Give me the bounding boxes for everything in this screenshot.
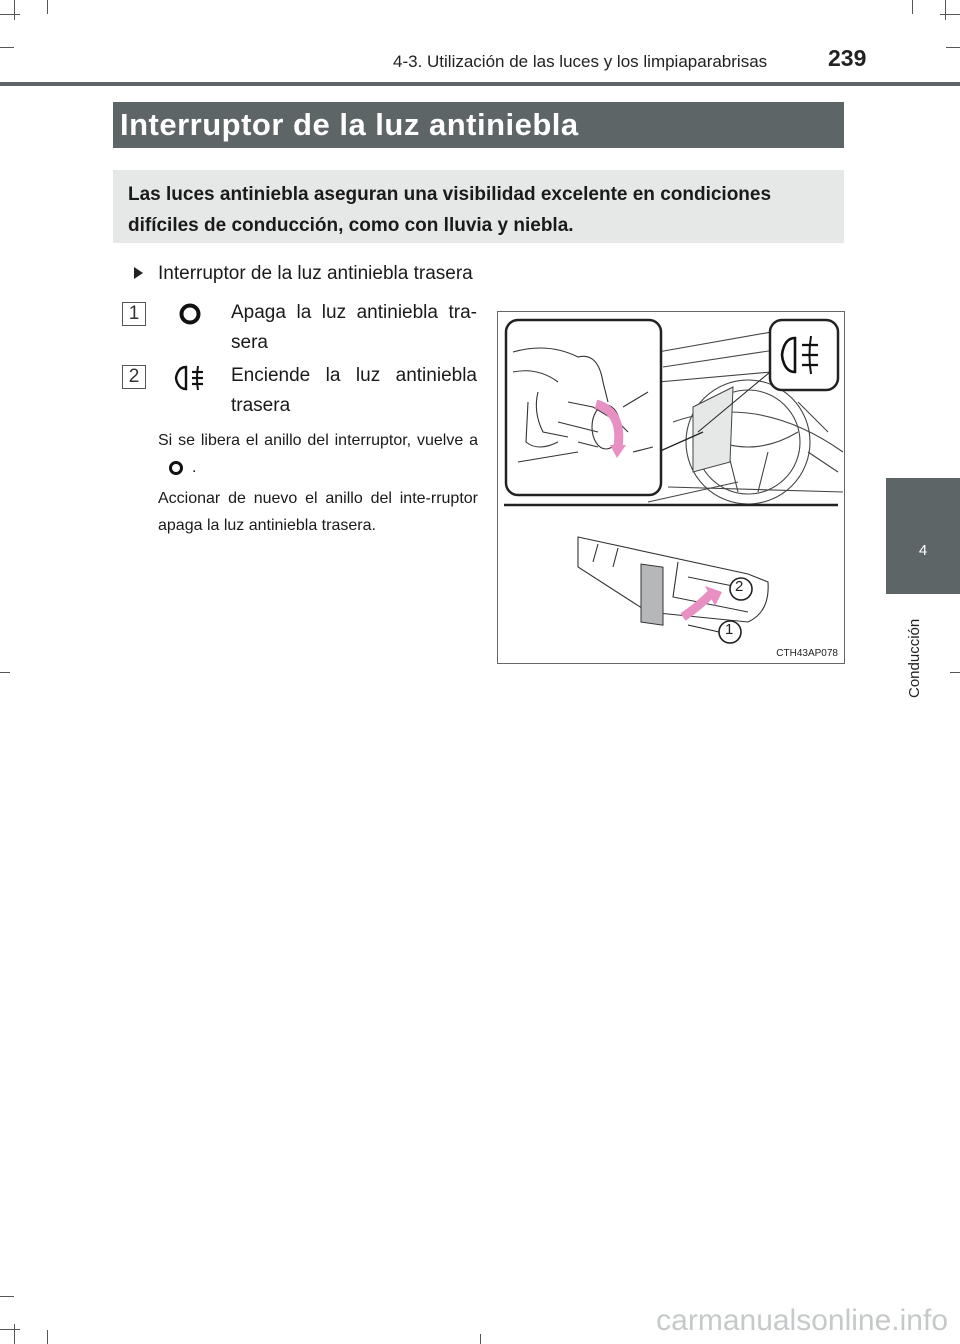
item-number-1: 1: [122, 302, 146, 326]
subsection-heading: [136, 263, 473, 285]
crop-mark: [0, 47, 14, 48]
header-rule: [0, 82, 960, 86]
item-1-text: Apaga la luz antiniebla tra-sera: [231, 302, 477, 353]
chapter-tab[interactable]: [886, 478, 960, 594]
fog-off-icon: [166, 458, 186, 478]
crop-mark: [47, 0, 48, 14]
rear-fog-light-icon: [172, 362, 206, 394]
page-title: Interruptor de la luz antiniebla: [113, 102, 844, 148]
figure-code: CTH43AP078: [776, 648, 838, 659]
callout-1-label: 1: [725, 621, 734, 638]
item-number-2: 2: [122, 365, 146, 389]
illustration-drawing: [498, 312, 844, 663]
crop-mark: [47, 1330, 48, 1344]
crop-mark: [480, 1334, 481, 1344]
crop-mark: [14, 1324, 15, 1344]
triangle-bullet-icon: [134, 267, 143, 279]
crop-mark: [0, 672, 10, 673]
note-1-text: Si se libera el anillo del interruptor, vuelve a: [158, 432, 478, 449]
fog-off-icon: [175, 299, 205, 329]
note-switch-release: [158, 427, 478, 481]
subsection-label: Interruptor de la luz antiniebla trasera: [158, 263, 473, 284]
note-1-period: .: [192, 459, 197, 476]
intro-summary: Las luces antiniebla aseguran una visibilidad excelente en condiciones difíciles de conducción, como con lluvia y niebla.: [113, 170, 844, 243]
chapter-name: Conducción: [906, 618, 923, 698]
crop-mark: [14, 0, 15, 20]
note-operate-again: Accionar de nuevo el anillo del inte-rruptor apaga la luz antiniebla trasera.: [158, 490, 478, 534]
crop-mark: [945, 0, 946, 20]
crop-mark: [0, 1296, 14, 1297]
crop-mark: [912, 0, 913, 14]
section-header: 4-3. Utilización de las luces y los limpiaparabrisas: [393, 52, 768, 71]
crop-mark: [950, 672, 960, 673]
fog-switch-illustration: [497, 311, 845, 664]
crop-mark: [0, 1329, 20, 1330]
item-2-text: Enciende la luz antiniebla trasera: [231, 365, 477, 416]
callout-2-label: 2: [735, 578, 744, 595]
chapter-number: 4: [918, 542, 928, 559]
watermark: carmanualsonline.info: [656, 1304, 948, 1337]
crop-mark: [940, 14, 960, 15]
crop-mark: [0, 14, 20, 15]
page-number: 239: [828, 45, 867, 71]
crop-mark: [946, 47, 960, 48]
